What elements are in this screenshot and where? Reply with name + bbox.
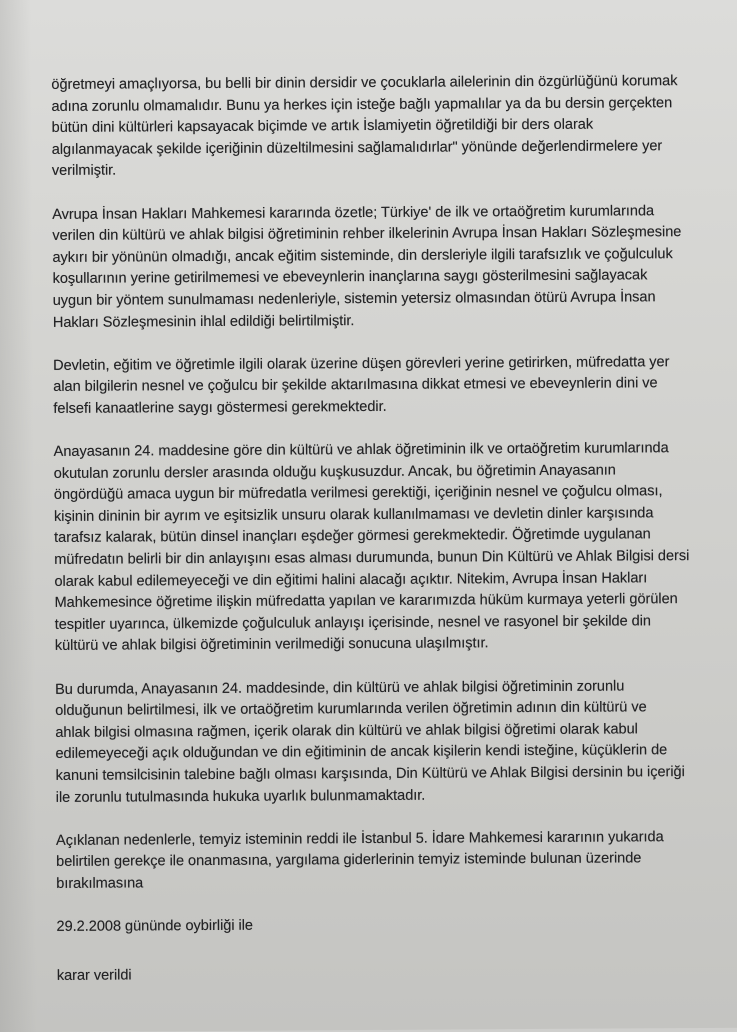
document-body: [51, 71, 697, 1009]
paragraph-5: Bu durumda, Anayasanın 24. maddesinde, din kültürü ve ahlak bilgisi öğretiminin zorunlu olduğunun belirtilmesi, ilk ve ortaöğretim kurumlarında verilen öğretimin adının din kültürü ve ahlak bilgisi olmasına rağmen, içerik olarak din kültürü ve ahlak bilgisi öğretimi olarak kabul edilemeyeceği açık olduğundan ve din eğitiminin de ancak kişilerin kendi isteğine, küçüklerin de kanuni temsilcisinin talebine bağlı olması karşısında, Din Kültürü ve Ahlak Bilgisi dersinin bu içeriği ile zorunlu tutulmasında hukuka uyarlık bulunmamaktadır.: [55, 678, 685, 806]
decision-closing: karar verildi: [56, 967, 132, 984]
paragraph-4: Anayasanın 24. maddesine göre din kültürü ve ahlak öğretiminin ilk ve ortaöğretim kurumlarında okutulan zorunlu dersler arasında olduğu kuşkusuzdur. Ancak, bu öğretimin Anayasanın öngördüğü amaca uygun bir müfredatla verilmesi gerektiği, içeriğinin nesnel ve çoğulcu olması, kişinin dininin bir ayrım ve eşitsizlik unsuru olarak kullanılmaması ve devletin dinler karşısında tarafsız kalarak, bütün dinsel inançları eşdeğer görmesi gerekmektedir. Öğretimde uygulanan müfredatın belirli bir din anlayışını esas alması durumunda, bunun Din Kültürü ve Ahlak Bilgisi dersi olarak kabul edilemeyeceği ve din eğitimi halini alacağı açıktır. Nitekim, Avrupa İnsan Hakları Mahkemesince öğretime ilişkin müfredatta yapılan ve kararımızda hüküm kurmaya yeterli görülen tespitler uyarınca, ülkemizde çoğulculuk anlayışı içerisinde, nesnel ve rasyonel bir şekilde din kültürü ve ahlak bilgisi öğretiminin verilmediği sonucuna ulaşılmıştır.: [53, 440, 690, 655]
paragraph-2: Avrupa İnsan Hakları Mahkemesi kararında özetle; Türkiye' de ilk ve ortaöğretim kurumlarında verilen din kültürü ve ahlak bilgisi öğretiminin rehber ilkelerinin Avrupa İnsan Hakları Sözleşmesine aykırı bir yönünün olmadığı, ancak eğitim sisteminde, din dersleriyle ilgili tarafsızlık ve çoğulculuk koşullarının yerine getirilmemesi ve ebeveynlerin inançlarına saygı gösterilmesini sağlayacak uygun bir yöntem sunulmaması nedenleriyle, sistemin yetersiz olmasından ötürü Avrupa İnsan Hakları Sözleşmesinin ihlal edildiği belirtilmiştir.: [52, 202, 682, 331]
paragraph-3: Devletin, eğitim ve öğretimle ilgili olarak üzerine düşen görevleri yerine getirirken, müfredatta yer alan bilgilerin nesnel ve çoğulcu bir şekilde aktarılmasına dikkat etmesi ve ebeveynlerin dini ve felsefi kanaatlerine saygı göstermesi gerekmektedir.: [53, 353, 670, 417]
decision-date: 29.2.2008 gününde oybirliği ile: [56, 917, 254, 936]
paragraph-6: Açıklanan nedenlerle, temyiz isteminin reddi ile İstanbul 5. İdare Mahkemesi kararının yukarıda belirtilen gerekçe ile onanmasına, yargılama giderlerinin temyiz isteminde bulunan üzerinde bırakılmasına: [55, 828, 664, 892]
paragraph-1: öğretmeyi amaçlıyorsa, bu belli bir dinin dersidir ve çocuklarla ailelerinin din özgürlüğünü korumak adına zorunlu olmamalıdır. Bunu ya herkes için isteğe bağlı yapmalılar ya da bu dersin gerçekten bütün dini kültürleri kapsayacak biçimde ve artık İslamiyetin öğretildiği bir ders olarak algılanmayacak şekilde içeriğinin düzeltilmesini sağlamalıdırlar" yönünde değerlendirmelere yer verilmiştir.: [51, 73, 678, 180]
